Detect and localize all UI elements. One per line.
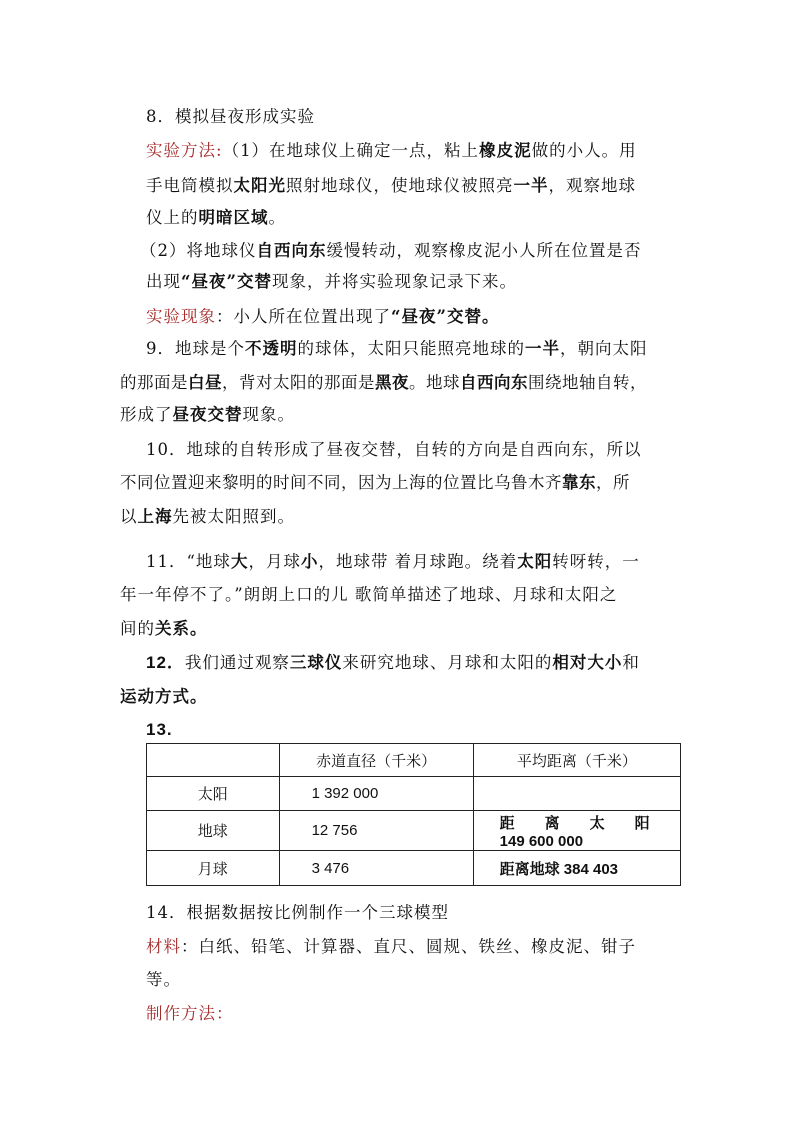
table-cell-name: 太阳 [147, 777, 280, 811]
table-row [147, 851, 681, 886]
table-header-cell: 平均距离（千米） [473, 744, 680, 777]
table-cell-distance [473, 777, 680, 811]
s8-phenomenon: 实验现象：小人所在位置出现了“昼夜”交替。 [146, 307, 500, 326]
s10-line3: 以上海先被太阳照到。 [120, 507, 295, 526]
s14-materials-cont: 等。 [146, 970, 181, 989]
table-cell-distance [473, 811, 680, 851]
s10-line1: 10．地球的自转形成了昼夜交替，自转的方向是自西向东，所以 [146, 440, 642, 459]
s10-line2: 不同位置迎来黎明的时间不同，因为上海的位置比乌鲁木齐靠东，所 [120, 473, 630, 492]
table-header-cell: 赤道直径（千米） [279, 744, 473, 777]
s9-line2: 的那面是白昼，背对太阳的那面是黑夜。地球自西向东围绕地轴自转， [120, 373, 647, 392]
distance-value: 149 600 000 [499, 832, 584, 850]
s8-line5: 出现“昼夜”交替现象，并将实验现象记录下来。 [146, 272, 517, 291]
table-cell-diameter: 12 756 [279, 811, 473, 851]
s11-line3: 间的关系。 [120, 619, 208, 638]
distance-label-spread: 距 离 太 阳 [499, 814, 650, 832]
table-cell-name: 地球 [147, 811, 280, 851]
table-cell-diameter: 3 476 [279, 851, 473, 886]
s12-line1: 12．我们通过观察三球仪来研究地球、月球和太阳的相对大小和 [146, 653, 640, 672]
s14-title: 14．根据数据按比例制作一个三球模型 [146, 903, 449, 922]
s14-materials: 材料：白纸、铅笔、计算器、直尺、圆规、铁丝、橡皮泥、钳子 [146, 937, 636, 956]
s8-line3: 仪上的明暗区域。 [146, 208, 286, 227]
s8-line1: 实验方法:（1）在地球仪上确定一点，粘上橡皮泥做的小人。用 [146, 141, 637, 160]
table-header-cell [147, 744, 280, 777]
table-row [147, 811, 681, 851]
s14-method: 制作方法： [146, 1004, 234, 1023]
s12-line2: 运动方式。 [120, 687, 208, 706]
s8-line4: （2）将地球仪自西向东缓慢转动，观察橡皮泥小人所在位置是否 [140, 241, 642, 260]
s9-line1: 9．地球是个不透明的球体，太阳只能照亮地球的一半，朝向太阳 [146, 339, 648, 358]
s13-number: 13. [146, 720, 173, 739]
table-header-row [147, 744, 681, 777]
s8-title: 8．模拟昼夜形成实验 [146, 107, 315, 126]
s9-line3: 形成了昼夜交替现象。 [120, 405, 295, 424]
table-cell-diameter: 1 392 000 [279, 777, 473, 811]
s8-line2: 手电筒模拟太阳光照射地球仪，使地球仪被照亮一半，观察地球 [146, 176, 636, 195]
s11-line1: 11．“地球大，月球小，地球带 着月球跑。绕着太阳转呀转，一 [146, 552, 640, 571]
table-cell-name: 月球 [147, 851, 280, 886]
table-cell-distance: 距离地球 384 403 [473, 851, 680, 886]
three-body-data-table [146, 743, 681, 886]
table-row [147, 777, 681, 811]
s11-line2: 年一年停不了。”朗朗上口的儿 歌简单描述了地球、月球和太阳之 [120, 585, 618, 604]
